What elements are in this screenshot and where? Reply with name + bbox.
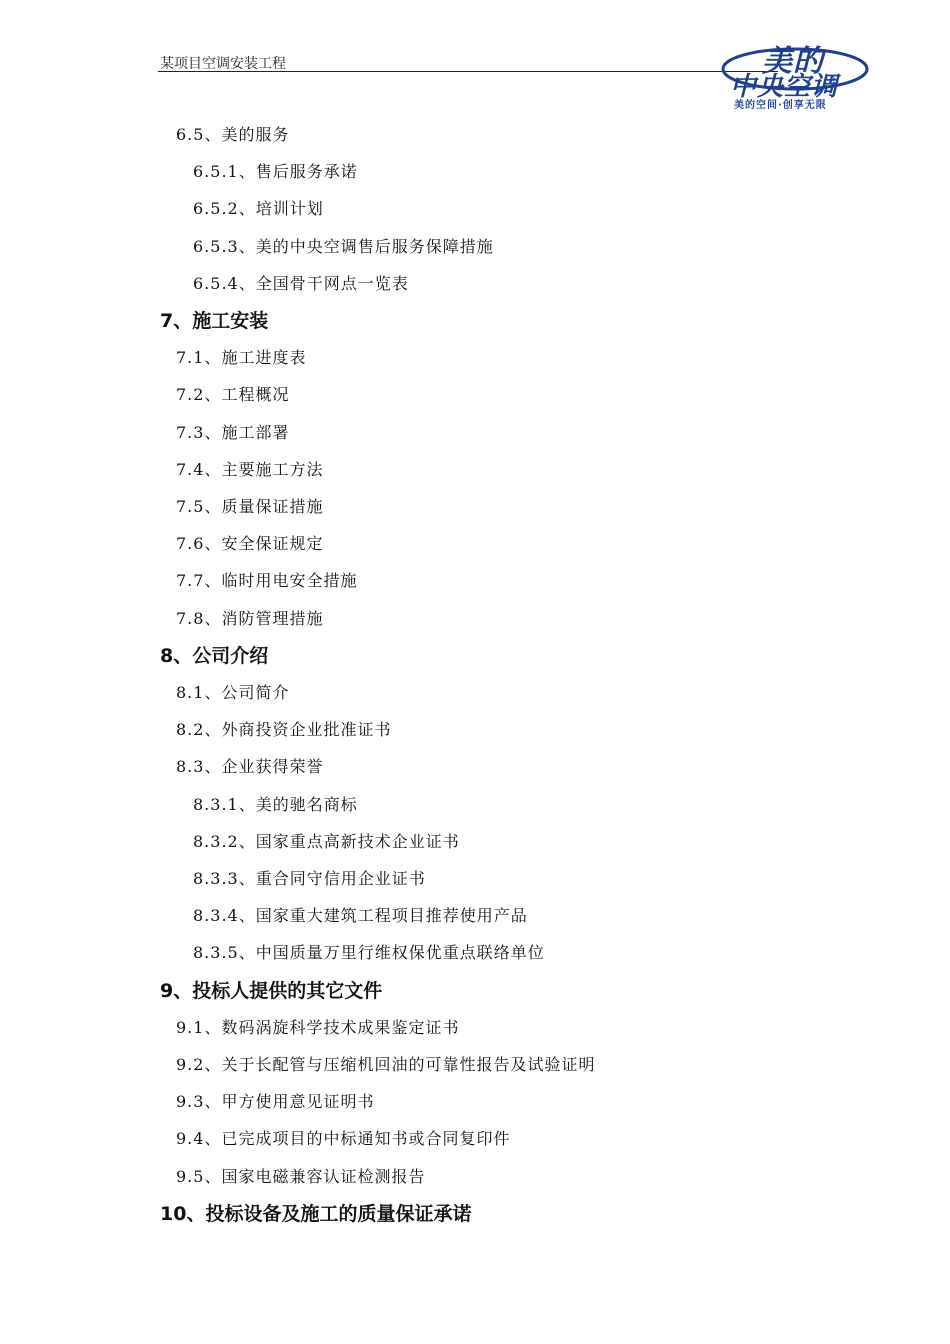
toc-chapter-heading: 9、投标人提供的其它文件: [160, 979, 383, 1002]
logo-brand: 美的: [762, 44, 824, 79]
toc-entry: 9.1、数码涡旋科学技术成果鉴定证书: [176, 1017, 460, 1037]
toc-entry: 8.3.4、国家重大建筑工程项目推荐使用产品: [193, 906, 528, 926]
toc-entry: 7.5、质量保证措施: [176, 497, 324, 516]
toc-entry: 7.1、施工进度表: [176, 348, 307, 368]
toc-entry: 6.5.3、美的中央空调售后服务保障措施: [193, 236, 494, 256]
header-rule: [158, 71, 778, 72]
toc-entry: 6.5.4、全国骨干网点一览表: [193, 273, 409, 293]
toc-entry: 7.6、安全保证规定: [176, 534, 324, 554]
toc-chapter-heading: 7、施工安装: [160, 310, 269, 332]
toc-entry: 9.5、国家电磁兼容认证检测报告: [176, 1166, 426, 1186]
toc-entry: 9.2、关于长配管与压缩机回油的可靠性报告及试验证明: [176, 1055, 596, 1074]
toc-entry: 9.3、甲方使用意见证明书: [176, 1092, 375, 1112]
toc-entry: 6.5.2、培训计划: [193, 199, 324, 219]
toc-entry: 8.3.3、重合同守信用企业证书: [193, 869, 426, 888]
logo-tagline: 美的空间·创享无限: [734, 100, 827, 111]
toc-entry: 6.5.1、售后服务承诺: [193, 162, 358, 182]
toc-entry: 7.3、施工部署: [176, 422, 290, 442]
toc-entry: 8.2、外商投资企业批准证书: [176, 720, 392, 740]
toc-chapter-heading: 8、公司介绍: [160, 644, 269, 667]
toc-entry: 9.4、已完成项目的中标通知书或合同复印件: [176, 1129, 511, 1149]
toc-entry: 8.1、公司简介: [176, 683, 290, 702]
toc-entry: 8.3.2、国家重点高新技术企业证书: [193, 831, 460, 851]
toc-entry: 8.3、企业获得荣誉: [176, 757, 324, 777]
toc-entry: 7.2、工程概况: [176, 385, 290, 405]
header-title: 某项目空调安装工程: [160, 56, 286, 72]
toc-entry: 7.7、临时用电安全措施: [176, 571, 358, 591]
midea-logo: [720, 36, 870, 114]
toc-entry: 8.3.1、美的驰名商标: [193, 794, 358, 814]
logo-sub: 中央空调: [730, 72, 839, 102]
toc-entry: 8.3.5、中国质量万里行维权保优重点联络单位: [193, 943, 545, 963]
toc-entry: 7.4、主要施工方法: [176, 459, 324, 479]
toc-entry: 6.5、美的服务: [176, 125, 290, 144]
toc-chapter-heading: 10、投标设备及施工的质量保证承诺: [160, 1202, 472, 1225]
toc-entry: 7.8、消防管理措施: [176, 608, 324, 628]
